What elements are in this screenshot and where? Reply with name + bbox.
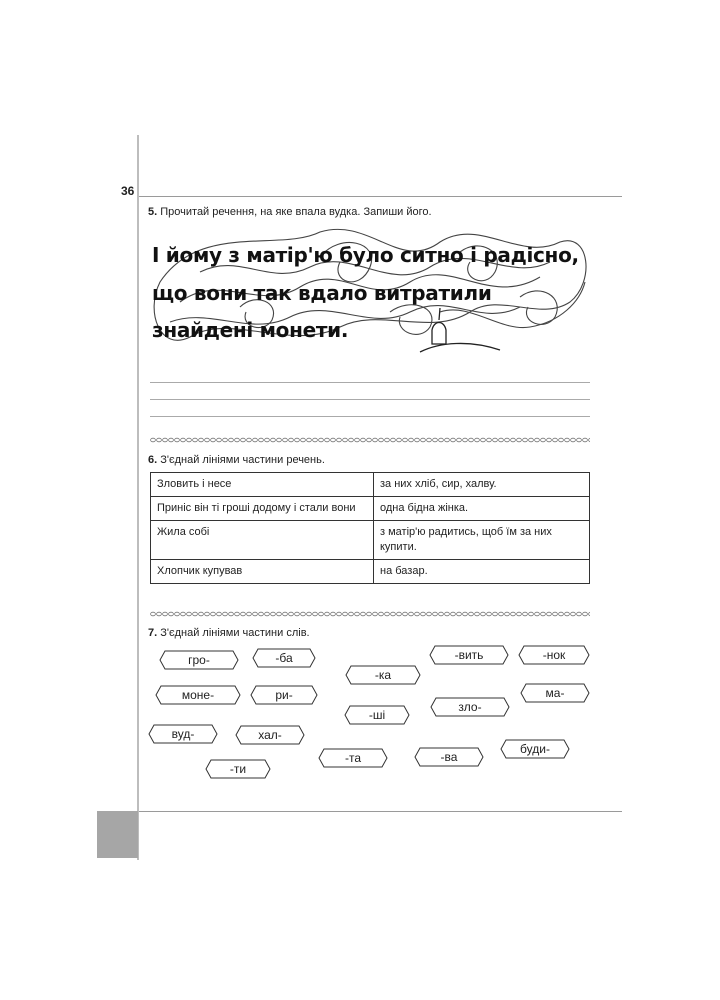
handwritten-sentence-line-1: І йому з матір'ю було ситно і радісно, [152,243,579,267]
sentence-part-right[interactable]: за них хліб, сир, халву. [374,473,590,497]
word-part-chip[interactable]: ма- [520,683,590,703]
task7-text: З'єднай лініями частини слів. [160,627,310,639]
sentence-parts-table [150,472,590,584]
table-row [151,473,590,497]
table-row [151,497,590,521]
writing-line[interactable] [150,382,590,383]
sentence-part-left[interactable]: Жила собі [151,521,374,560]
task7-instruction [148,627,310,639]
sentence-part-left[interactable]: Приніс він ті гроші додому і стали вони [151,497,374,521]
word-part-chip[interactable]: вуд- [148,724,218,744]
word-part-chip[interactable]: -ші [344,705,410,725]
sentence-part-right[interactable]: на базар. [374,560,590,584]
corner-block [97,811,138,858]
word-part-chip[interactable]: зло- [430,697,510,717]
page-number: 36 [121,184,135,198]
word-part-chip[interactable]: -та [318,748,388,768]
bottom-rule [139,811,622,812]
task6-text: З'єднай лініями частини речень. [160,454,325,466]
word-part-chip[interactable]: -нок [518,645,590,665]
task7-number: 7. [148,627,158,639]
margin-vertical-line [137,135,139,860]
word-part-chip[interactable]: ри- [250,685,318,705]
table-row [151,521,590,560]
word-part-chip[interactable]: -ка [345,665,421,685]
word-part-chip[interactable]: хал- [235,725,305,745]
table-row [151,560,590,584]
task5-text: Прочитай речення, на яке впала вудка. Запиши його. [160,206,432,218]
handwritten-sentence-line-2: що вони так вдало витратили [152,281,492,305]
sentence-part-right[interactable]: одна бідна жінка. [374,497,590,521]
word-part-chip[interactable]: -ва [414,747,484,767]
decorative-divider [150,611,590,617]
word-part-chip[interactable]: гро- [159,650,239,670]
word-part-chip[interactable]: моне- [155,685,241,705]
sentence-part-right[interactable]: з матір'ю радитись, щоб їм за них купити. [374,521,590,560]
task5-number: 5. [148,206,158,218]
task6-number: 6. [148,454,158,466]
task6-instruction [148,454,325,466]
sentence-part-left[interactable]: Хлопчик купував [151,560,374,584]
word-part-chip[interactable]: -ти [205,759,271,779]
decorative-divider [150,437,590,443]
handwritten-sentence-line-3: знайдені монети. [152,318,349,342]
writing-line[interactable] [150,399,590,400]
writing-line[interactable] [150,416,590,417]
word-part-chip[interactable]: буди- [500,739,570,759]
top-rule [139,196,622,197]
word-part-chip[interactable]: -ба [252,648,316,668]
sentence-part-left[interactable]: Зловить і несе [151,473,374,497]
word-part-chip[interactable]: -вить [429,645,509,665]
